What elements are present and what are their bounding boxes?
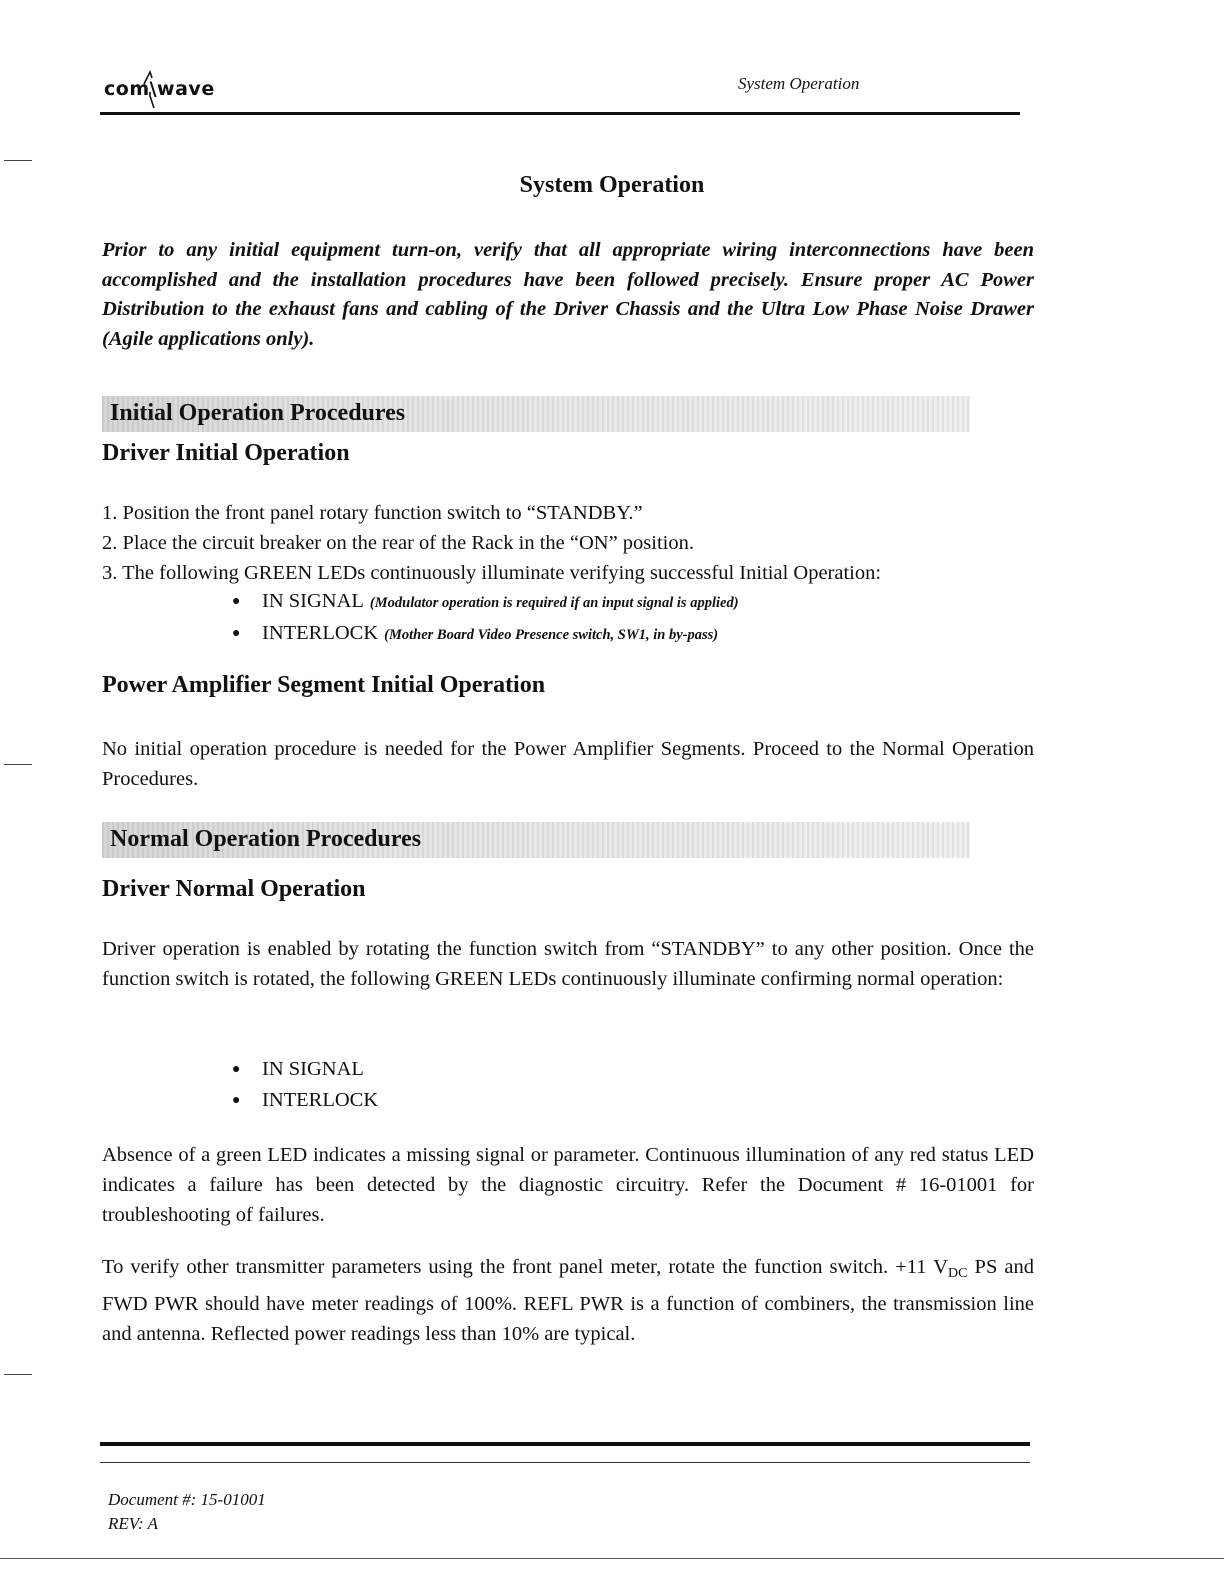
margin-mark [4,1374,32,1375]
bullet-icon: ● [232,594,241,609]
heading-pa-initial: Power Amplifier Segment Initial Operation [102,672,546,698]
section-band-initial [102,396,970,432]
section-band-label: Initial Operation Procedures [110,400,406,426]
list-item [232,1085,378,1116]
company-logo: com\wave [104,78,215,100]
section-band-label: Normal Operation Procedures [110,826,422,852]
verify-text: To verify other transmitter parameters using the front panel meter, rotate the function switch. +11 V [102,1256,949,1278]
led-note: (Mother Board Video Presence switch, SW1, in by-pass) [384,627,719,643]
list-item: 1. Position the front panel rotary function switch to “STANDBY.” [102,502,643,524]
absence-paragraph: Absence of a green LED indicates a missing signal or parameter. Continuous illumination of any red status LED indicates a failure has been detected by the diagnostic circuitry. Refer the Document # 16-01001 for troubleshooting of failures. [102,1144,1034,1226]
header-rule [100,112,1020,115]
led-label: INTERLOCK [262,622,379,644]
verify-text: PS and FWD PWR should have meter readings of 100%. REFL PWR is a function of combiners, the transmission line and antenna. Reflected power readings less than 10% are typical. [102,1256,1034,1345]
bottom-edge-rule [0,1558,1224,1559]
led-label: INTERLOCK [262,1089,379,1111]
led-label: IN SIGNAL [262,1058,364,1080]
normal-led-list [232,1054,378,1116]
document-number: Document #: 15-01001 [108,1490,266,1509]
heading-driver-normal: Driver Normal Operation [102,876,366,902]
initial-led-list [232,586,739,650]
verify-paragraph [102,1252,1034,1349]
bullet-icon: ● [232,626,241,641]
vdc-subscript: DC [948,1266,968,1281]
initial-steps-list [102,498,1042,588]
page-header [100,72,1020,116]
driver-normal-paragraph: Driver operation is enabled by rotating the function switch from “STANDBY” to any other position. Once the function switch is rotated, the following GREEN LEDs continuously illuminate confirming normal operation: [102,938,1034,990]
intro-paragraph: Prior to any initial equipment turn-on, verify that all appropriate wiring interconnections have been accomplished and the installation procedures have been followed precisely. Ensure proper AC Power Distribution to the exhaust fans and cabling of the Driver Chassis and the Ultra Low Phase Noise Drawer (Agile applications only). [102,239,1034,350]
list-item [232,618,739,650]
bullet-icon: ● [232,1062,241,1077]
section-band-normal [102,822,970,858]
list-item [232,586,739,618]
led-note: (Modulator operation is required if an input signal is applied) [369,595,739,611]
page-footer [108,1488,266,1536]
list-item [232,1054,378,1085]
bullet-icon: ● [232,1093,241,1108]
pa-paragraph: No initial operation procedure is needed for the Power Amplifier Segments. Proceed to the Normal Operation Procedures. [102,738,1034,790]
led-label: IN SIGNAL [262,590,364,612]
page-title: System Operation [519,172,705,198]
header-section-title: System Operation [738,74,860,93]
margin-mark [4,764,32,765]
list-item: 2. Place the circuit breaker on the rear of the Rack in the “ON” position. [102,532,694,554]
revision: REV: A [108,1514,159,1533]
margin-mark [4,160,32,161]
list-item: 3. The following GREEN LEDs continuously illuminate verifying successful Initial Operation: [102,562,882,584]
logo-wave-icon [140,70,162,112]
heading-driver-initial: Driver Initial Operation [102,440,350,466]
footer-rule [100,1462,1030,1463]
footer-rule [100,1442,1030,1446]
